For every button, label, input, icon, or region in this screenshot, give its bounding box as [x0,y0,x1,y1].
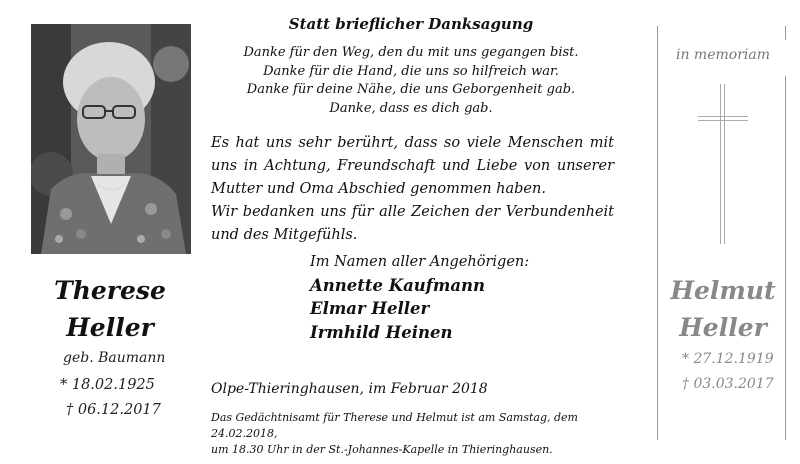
thanks-paragraph: Wir bedanken uns für alle Zeichen der Verbundenheit und des Mitgefühls. [211,204,614,243]
portrait-illustration [31,24,191,254]
cross-icon [698,84,748,244]
poem [205,44,617,118]
spouse-last-name: Heller [679,313,767,342]
poem-line: Danke für deine Nähe, die uns Geborgenheit gab. [246,82,576,97]
death-date: † 06.12.2017 [66,402,161,418]
deceased-last-name: Heller [66,313,154,342]
thanks-text [211,132,614,247]
relative-name: Elmar Heller [310,299,430,318]
note-line: Das Gedächtnisamt für Therese und Helmut ist am Samstag, dem 24.02.2018, [211,411,578,440]
relative-name: Annette Kaufmann [310,276,486,295]
relative-name: Irmhild Heinen [310,323,453,342]
divider-line [785,26,786,40]
relatives-intro: Im Namen aller Angehörigen: [310,254,530,270]
spouse-birth-date: * 27.12.1919 [682,351,774,367]
birth-date: * 18.02.1925 [60,377,155,393]
poem-line: Danke für die Hand, die uns so hilfreich war. [263,63,559,79]
place-date: Olpe-Thieringhausen, im Februar 2018 [211,381,488,397]
divider-line [785,76,786,440]
thanks-paragraph: Es hat uns sehr berührt, dass so viele Menschen mit uns in Achtung, Freundschaft und Liebe von unserer Mutter und Oma Abschied genommen haben. [211,135,614,197]
heading: Statt brieflicher Danksagung [288,15,534,33]
spouse-death-date: † 03.03.2017 [682,376,774,392]
memorial-service-note [211,410,631,458]
poem-line: Danke für den Weg, den du mit uns gegangen bist. [243,45,579,60]
deceased-first-name: Therese [54,276,166,305]
divider-line [657,26,658,440]
poem-line: Danke, dass es dich gab. [329,100,493,116]
in-memoriam-label: in memoriam [675,47,770,63]
note-line: um 18.30 Uhr in der St.-Johannes-Kapelle in Thieringhausen. [211,443,553,456]
portrait-photo [31,24,191,254]
spouse-first-name: Helmut [670,276,776,305]
maiden-name: geb. Baumann [63,350,166,366]
